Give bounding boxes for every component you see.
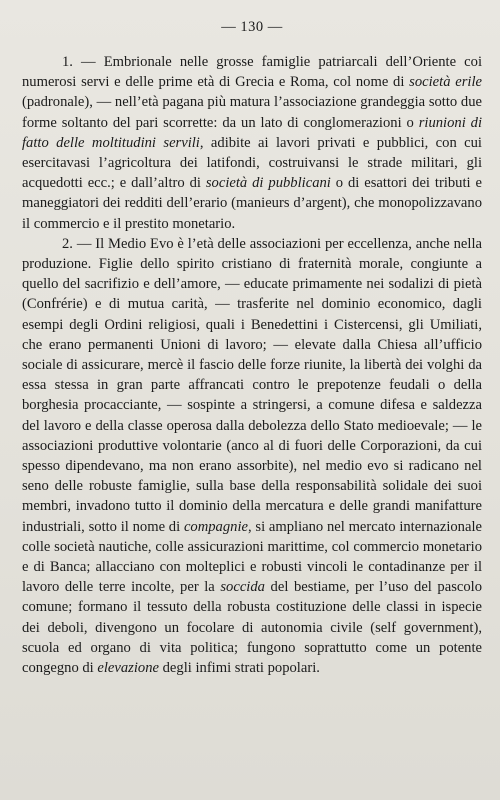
body-text (22, 52, 482, 678)
italic-term: società di pubblicani (205, 175, 331, 192)
text-run: 1. — Embrionale nelle grosse famiglie patriarcali dell’Oriente coi numerosi servi e delle prime età di Grecia e Roma, col nome di (22, 54, 482, 91)
text-run: (padronale), — nell’età pagana più matura l’associazione grandeggia sotto due forme soltanto del pari scorrette: da un lato di conglomerazioni o (22, 94, 482, 131)
text-run: , adibite ai lavori privati e pubblici, con cui esercitavasi l’agricoltura dei latifondi, costruivansi le strade militari, gli acquedotti ecc.; e dall’altro di (22, 134, 482, 192)
italic-term: compagnie (183, 518, 248, 535)
italic-term: società erile (409, 74, 483, 91)
italic-term: soccida (220, 579, 265, 596)
text-run: o di esattori dei tributi e maneggiatori dei redditi dell’erario (manieurs d’argent), che monopolizzavano il commercio e il prestito monetario. (22, 175, 482, 232)
italic-term: elevazione (97, 660, 159, 677)
page-number: — 130 — (221, 19, 283, 35)
text-run: degli infimi strati popolari. (158, 660, 320, 677)
text-run: del bestiame, per l’uso del pascolo comune; formano il tessuto della robusta costituzione delle classi in ispecie dei deboli, divengono un focolare di autonomia civile (self government), scuola ed organo di vita politica; fungono soprattutto come un potente congegno di (22, 579, 483, 677)
text-run: , si ampliano nel mercato internazionale colle società nautiche, colle assicurazioni marittime, col commercio monetario e di Banca; allacciano con molteplici e robusti vincoli le contadinanze per il lavoro delle terre incolte, per la (22, 518, 482, 596)
italic-term: riunioni di fatto delle moltitudini servili (22, 114, 482, 151)
paragraph-2 (22, 234, 482, 678)
paragraph-1 (22, 52, 482, 234)
text-run: 2. — Il Medio Evo è l’età delle associazioni per eccellenza, anche nella produzione. Figlie dello spirito cristiano di fraternità morale, congiunte a quello del sacrifizio e dell’amore, — educate primamente nei sodalizi di pietà (Confrérie) e di mutua carità, — trasferite nel dominio economico, dagli esempi degli Ordini religiosi, quali i Benedettini i Cistercensi, gli Umiliati, che erano permanenti Unioni di lavoro; — elevate dalla Chiesa all’ufficio sociale di assicurare, mercè il fascio delle forze riunite, la libertà dei volghi da essa stessa in gran parte affrancati contro le prepotenze feudali o della borghesia procacciante, — sospinte a stringersi, a comune difesa e saldezza del lavoro e della classe operosa dalla debolezza dello Stato medioevale; — le associazioni produttive volontarie (anco al di fuori delle Corporazioni, da cui spesso dipendevano, ma non erano assorbite), nel medio evo si radicano nel seno delle robuste famiglie, sulla base della responsabilità solidale dei suoi membri, invadono tutto il dominio della mercatura e delle grandi manifatture industriali, sotto il nome di (22, 235, 482, 535)
